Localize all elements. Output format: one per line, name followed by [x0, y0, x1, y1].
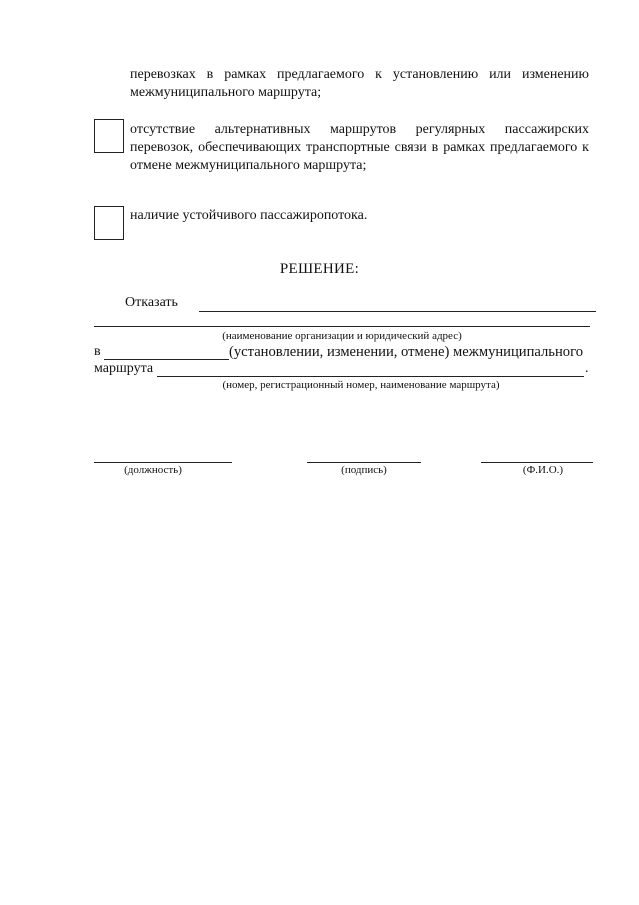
position-caption: (должность) — [124, 464, 182, 476]
checkbox-stable-passenger-flow[interactable] — [94, 206, 124, 240]
route-label: маршрута — [94, 361, 154, 376]
organization-fill-line[interactable] — [94, 326, 590, 327]
option-no-alternative-routes-text: отсутствие альтернативных маршрутов регулярных пассажирских перевозок, обеспечивающих транспортные связи в рамках предлагаемого к отмене межмуниципального маршрута; — [130, 122, 589, 173]
position-fill-line[interactable] — [94, 462, 232, 463]
option-stable-passenger-flow-text: наличие устойчивого пассажиропотока. — [130, 208, 368, 223]
decision-heading: РЕШЕНИЕ: — [279, 261, 360, 277]
refuse-label: Отказать — [125, 295, 178, 310]
route-fill-line[interactable] — [157, 376, 584, 377]
signature-fill-line[interactable] — [307, 462, 421, 463]
route-caption: (номер, регистрационный номер, наименование маршрута) — [222, 379, 500, 391]
action-text: (установлении, изменении, отмене) межмуниципального — [229, 344, 583, 360]
route-end-period: . — [585, 361, 589, 376]
checkbox-no-alternative-routes[interactable] — [94, 119, 124, 153]
refuse-fill-line[interactable] — [199, 311, 596, 312]
prefix-v: в — [94, 344, 101, 359]
continuation-paragraph: перевозках в рамках предлагаемого к установлению или изменению межмуниципального маршрута; — [130, 67, 589, 100]
name-caption: (Ф.И.О.) — [522, 464, 564, 476]
name-fill-line[interactable] — [481, 462, 593, 463]
signature-caption: (подпись) — [341, 464, 387, 476]
action-fill-line[interactable] — [104, 359, 229, 360]
organization-caption: (наименование организации и юридический адрес) — [222, 330, 462, 342]
